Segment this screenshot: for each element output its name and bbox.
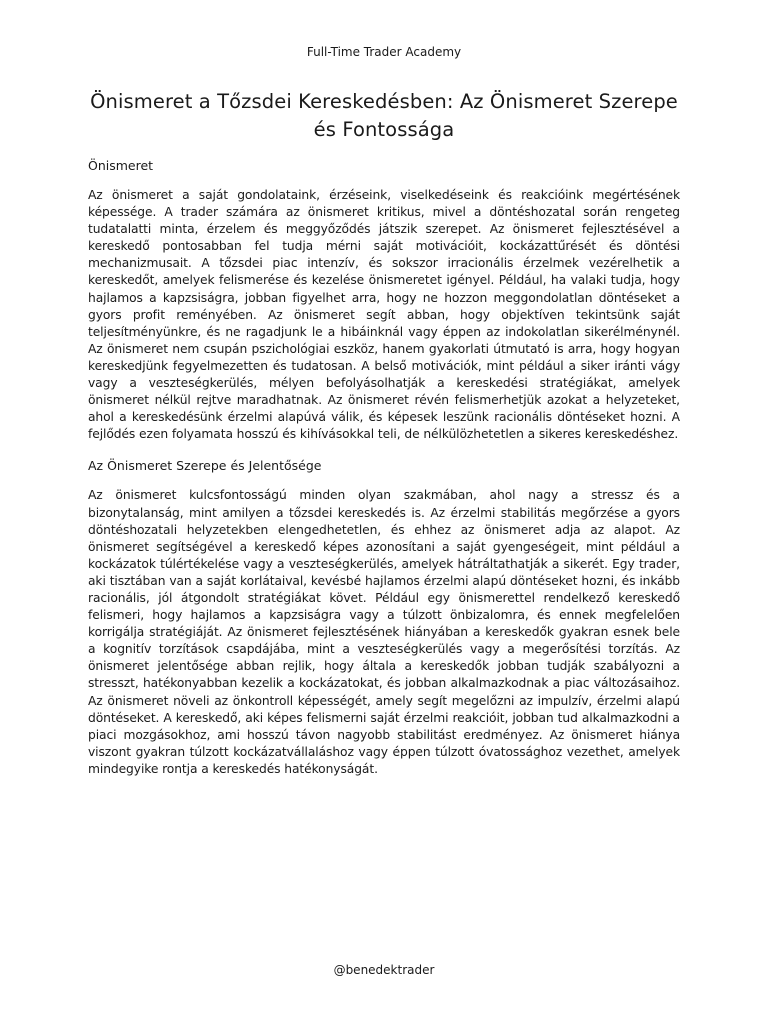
section-body-onismeret: Az önismeret a saját gondolataink, érzéseink, viselkedéseink és reakcióink megértésének képessége. A trader számára az önismeret kritikus, mivel a döntéshozatal során rengeteg tudatalatti minta, érzelem és meggyőződés játszik szerepet. Az önismeret fejlesztésével a kereskedő pontosabban fel tudja mérni saját motivációit, kockázattűrését és döntési mechanizmusait. A tőzsdei piac intenzív, és sokszor irracionális érzelmek vezérelhetik a kereskedőt, amelyek felismerése és kezelése önismeretet igényel. Például, ha valaki tudja, hogy hajlamos a kapzsiságra, jobban figyelhet arra, hogy ne hozzon meggondolatlan döntéseket a gyors profit reményében. Az önismeret segít abban, hogy objektíven tekintsünk saját teljesítményünkre, és ne ragadjunk le a hibáinknál vagy éppen az indokolatlan sikerélménynél. Az önismeret nem csupán pszichológiai eszköz, hanem gyakorlati útmutató is arra, hogy hogyan kereskedjünk fegyelmezetten és tudatosan. A belső motivációk, mint például a siker iránti vágy vagy a veszteségkerülés, mélyen befolyásolhatják a kereskedési stratégiákat, amelyek önismeret nélkül rejtve maradhatnak. Az önismeret révén felismerhetjük azokat a helyzeteket, ahol a kereskedésünk érzelmi alapúvá válik, és képesek leszünk racionális döntéseket hozni. A fejlődés ezen folyamata hosszú és kihívásokkal teli, de nélkülözhetetlen a sikeres kereskedéshez.: [88, 188, 680, 442]
page-header: Full-Time Trader Academy: [306, 45, 462, 59]
section-heading-onismeret: Önismeret: [88, 158, 154, 173]
author-handle: @benedektrader: [333, 963, 435, 977]
section-body-szerepe: Az önismeret kulcsfontosságú minden olyan szakmában, ahol nagy a stressz és a bizonytalanság, mint amilyen a tőzsdei kereskedés is. Az érzelmi stabilitás megőrzése a gyors döntéshozatali helyzetekben elengedhetetlen, és ehhez az önismeret adja az alapot. Az önismeret segítségével a kereskedő képes azonosítani a saját gyengeségeit, mint például a kockázatok túlértékelése vagy a veszteségkerülés, amelyek hátráltathatják a sikerét. Egy trader, aki tisztában van a saját korlátaival, kevésbé hajlamos érzelmi alapú döntéseket hozni, és inkább racionális, jól átgondolt stratégiákat követ. Például egy önismerettel rendelkező kereskedő felismeri, hogy hajlamos a kapzsiságra vagy a túlzott önbizalomra, és ennek megfelelően korrigálja stratégiáját. Az önismeret fejlesztésének hiányában a kereskedők gyakran esnek bele a kognitív torzítások csapdájába, mint a veszteségkerülés vagy a megerősítési torzítás. Az önismeret jelentősége abban rejlik, hogy általa a kereskedők jobban tudják szabályozni a stresszt, hatékonyabban kezelik a kockázatokat, és jobban alkalmazkodnak a piac változásaihoz. Az önismeret növeli az önkontroll képességét, amely segít megelőzni az impulzív, érzelmi alapú döntéseket. A kereskedő, aki képes felismerni saját érzelmi reakcióit, jobban tud alkalmazkodni a piaci mozgásokhoz, ami hosszú távon nagyobb stabilitást eredményez. Az önismeret hiánya viszont gyakran túlzott kockázatvállaláshoz vagy éppen túlzott óvatossághoz vezethet, amelyek mindegyike rontja a kereskedés hatékonyságát.: [88, 488, 680, 776]
document-title: Önismeret a Tőzsdei Kereskedésben: Az Önismeret Szerepe és Fontossága: [90, 90, 678, 141]
section-heading-szerepe: Az Önismeret Szerepe és Jelentősége: [88, 458, 322, 474]
